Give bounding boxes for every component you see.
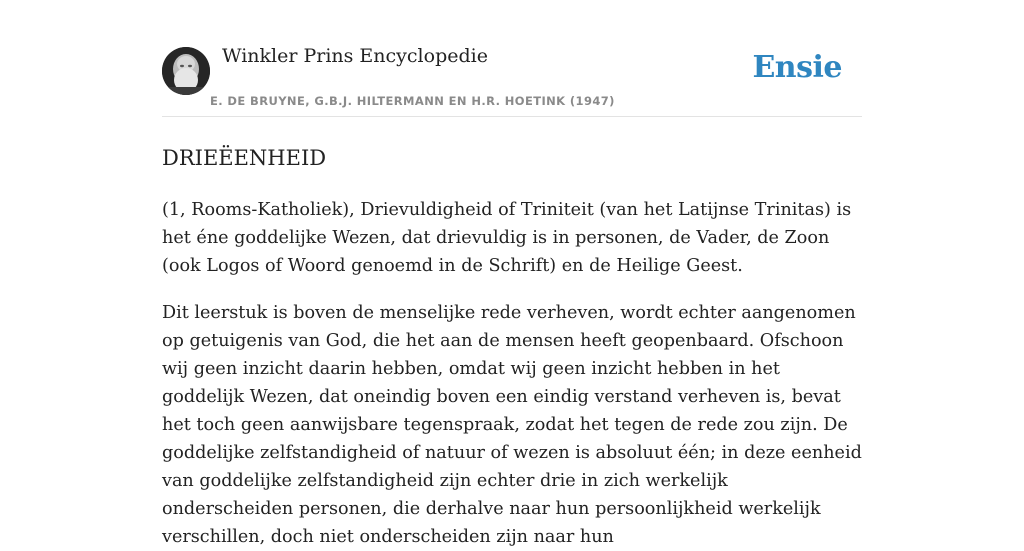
author-portrait-icon bbox=[162, 47, 210, 95]
site-header bbox=[162, 0, 862, 117]
site-title[interactable]: Winkler Prins Encyclopedie bbox=[222, 45, 488, 67]
article-title: DRIEËENHEID bbox=[162, 146, 327, 170]
article-paragraph-1: (1, Rooms-Katholiek), Drievuldigheid of Triniteit (van het Latijnse Trinitas) is het éne goddelijke Wezen, dat drievuldig is in personen, de Vader, de Zoon (ook Logos of Woord genoemd in de Schrift) en de Heilige Geest. bbox=[162, 200, 852, 276]
author-avatar[interactable] bbox=[162, 47, 210, 95]
page bbox=[162, 0, 862, 551]
ensie-logo[interactable]: Ensie bbox=[752, 50, 842, 85]
author-byline: E. DE BRUYNE, G.B.J. HILTERMANN EN H.R. HOETINK (1947) bbox=[210, 94, 615, 108]
article-paragraph-2: Dit leerstuk is boven de menselijke rede verheven, wordt echter aangenomen op getuigenis van God, die het aan de mensen heeft geopenbaard. Ofschoon wij geen inzicht daarin hebben, omdat wij geen inzicht hebben in het goddelijk Wezen, dat oneindig boven een eindig verstand verheven is, bevat het toch geen aanwijsbare tegenspraak, zodat het tegen de rede zou zijn. De goddelijke zelfstandigheid of natuur of wezen is absoluut één; in deze eenheid van goddelijke zelfstandigheid zijn echter drie in zich werkelijk onderscheiden personen, die derhalve naar hun persoonlijkheid werkelijk verschillen, doch niet onderscheiden zijn naar hun bbox=[162, 303, 862, 547]
